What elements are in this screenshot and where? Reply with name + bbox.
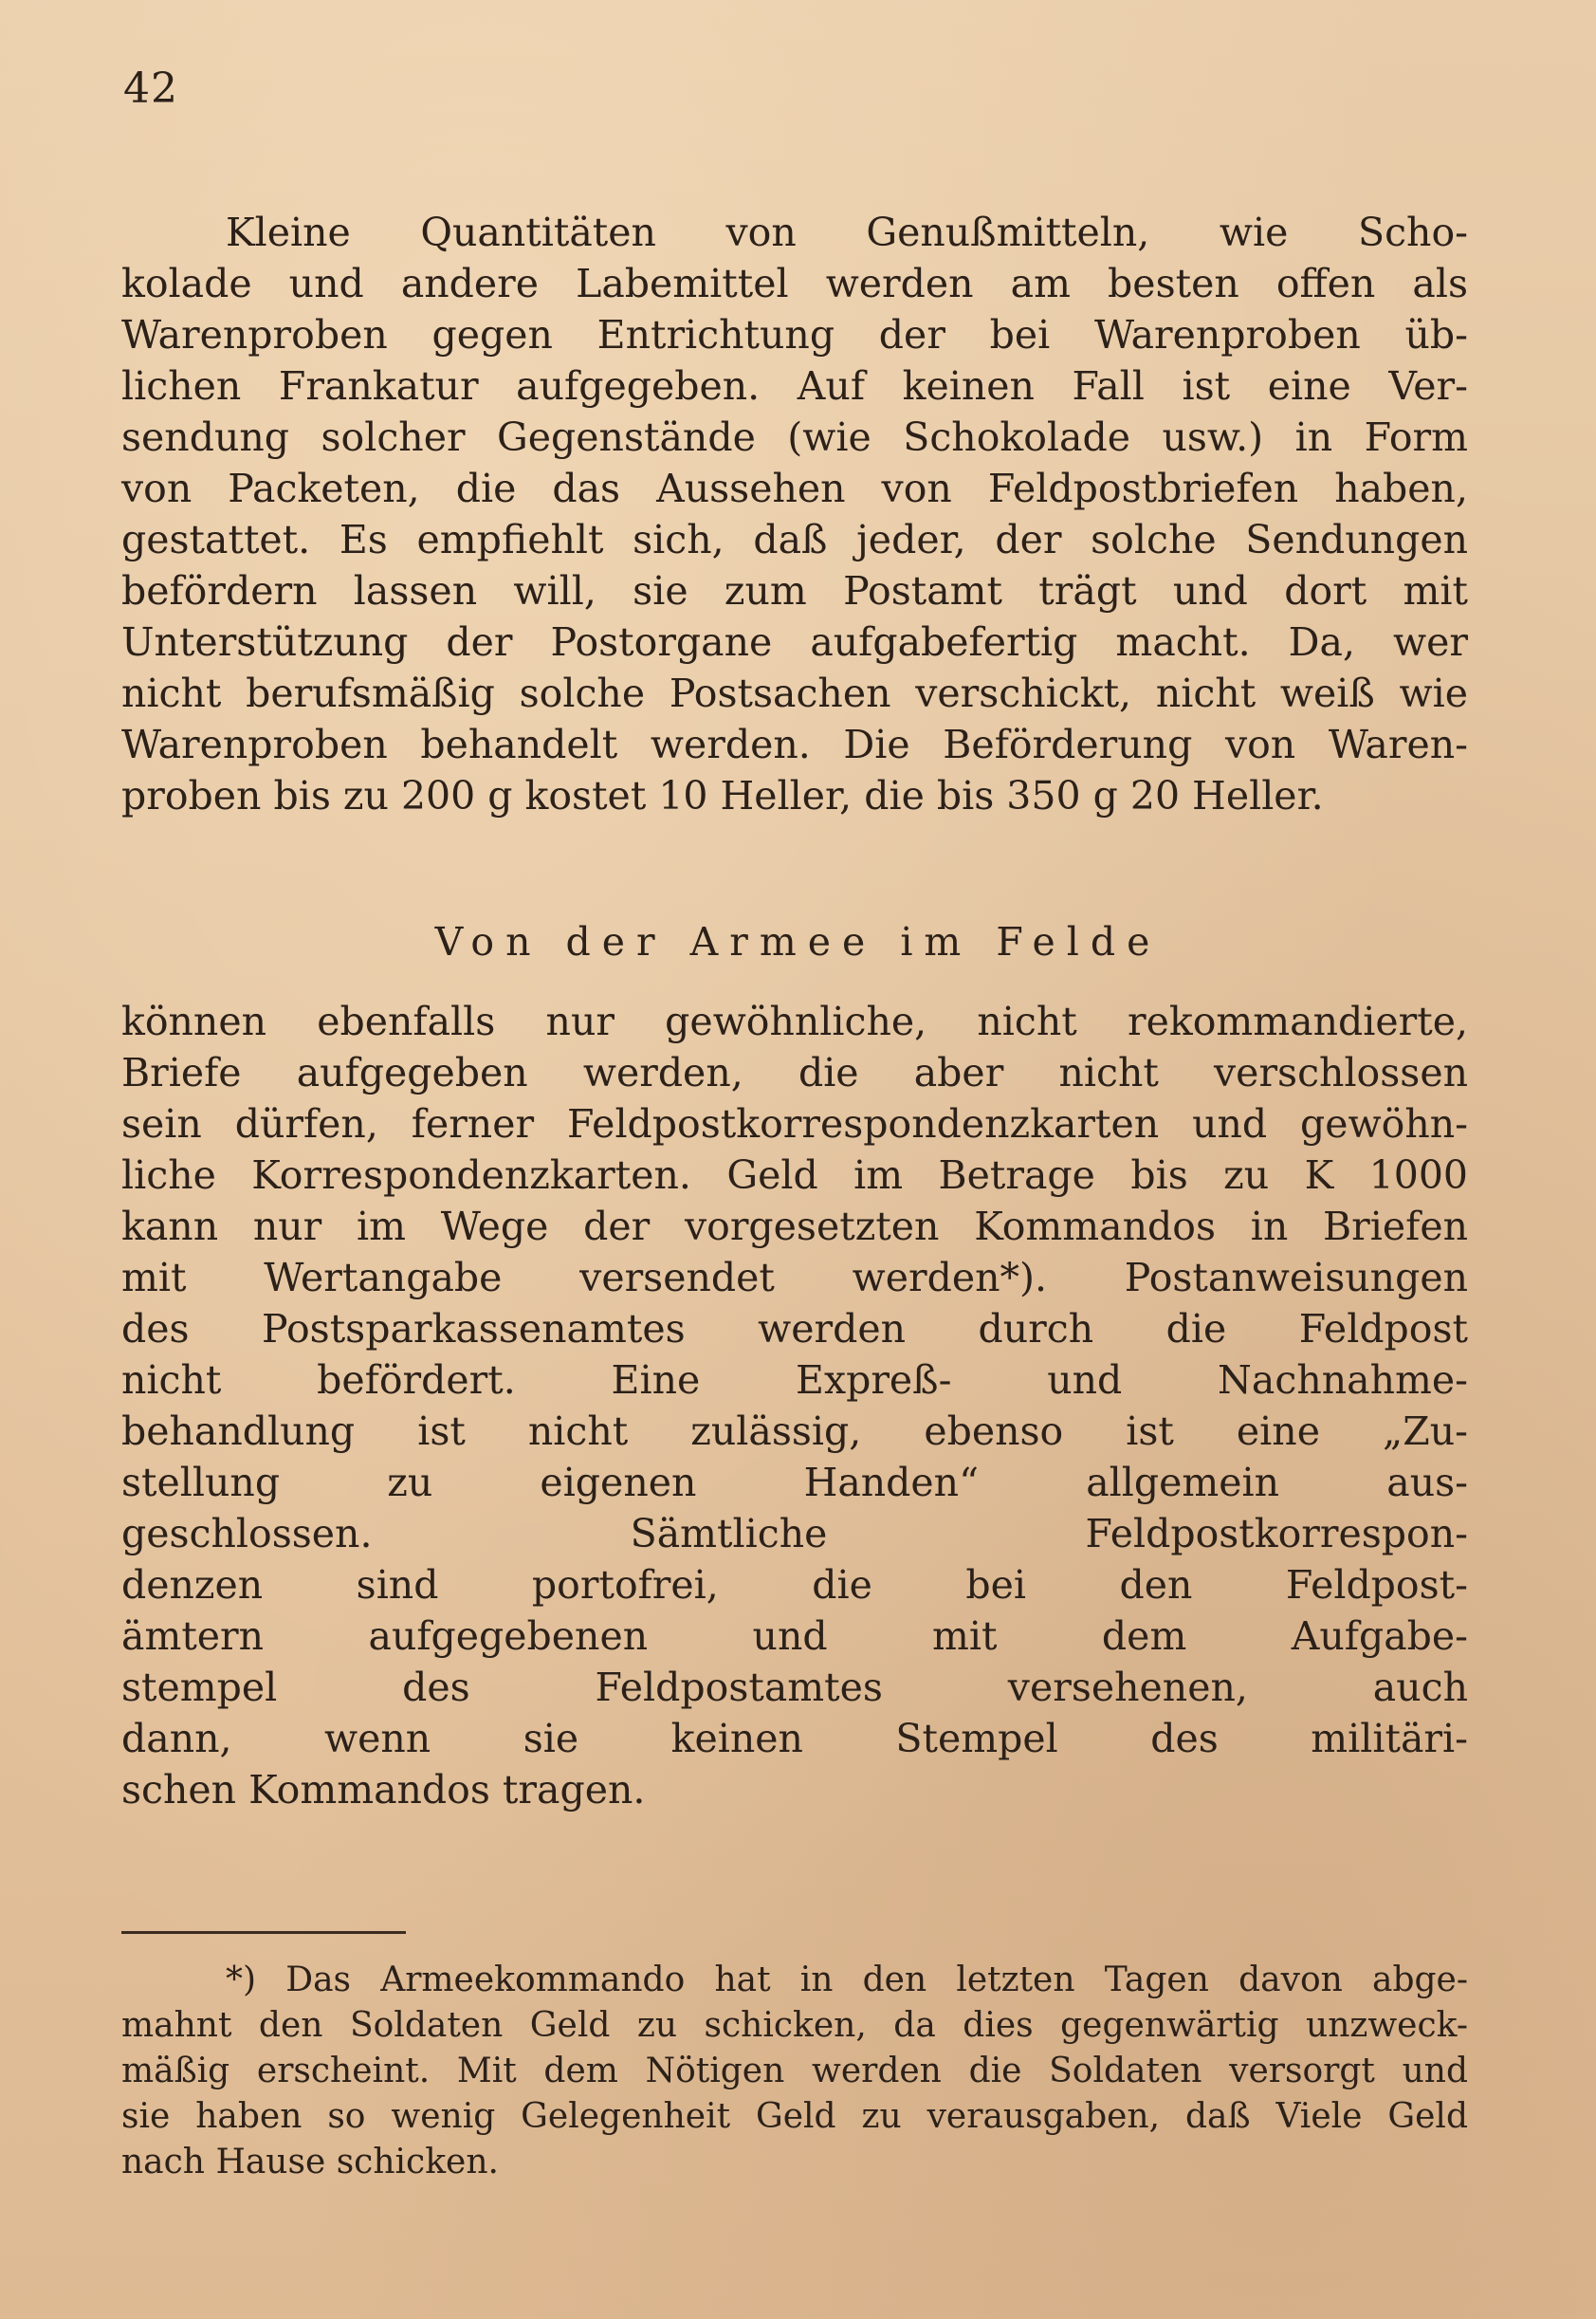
text-line: Warenproben gegen Entrichtung der bei Warenproben üb-	[121, 312, 1468, 358]
text-line: Unterstützung der Postorgane aufgabefertig macht. Da, wer	[121, 619, 1468, 665]
text-line: gestattet. Es empfiehlt sich, daß jeder, der solche Sendungen	[121, 517, 1468, 562]
paragraph-genussmittel	[121, 207, 1468, 821]
text-line: liche Korrespondenzkarten. Geld im Betrage bis zu K 1000	[121, 1152, 1468, 1198]
text-line: nicht berufsmäßig solche Postsachen verschickt, nicht weiß wie	[121, 671, 1468, 716]
text-line: Briefe aufgegeben werden, die aber nicht verschlossen	[121, 1050, 1468, 1095]
footnote-line: mahnt den Soldaten Geld zu schicken, da dies gegenwärtig unzweck-	[121, 2006, 1468, 2045]
page-number: 42	[123, 64, 178, 113]
text-line: von Packeten, die das Aussehen von Feldpostbriefen haben,	[121, 466, 1468, 511]
text-line: proben bis zu 200 g kostet 10 Heller, die bis 350 g 20 Heller.	[121, 773, 1324, 819]
footnote-line: mäßig erscheint. Mit dem Nötigen werden die Soldaten versorgt und	[121, 2052, 1468, 2090]
footnote-line: *) Das Armeekommando hat in den letzten Tagen davon abge-	[226, 1960, 1468, 1999]
text-line: behandlung ist nicht zulässig, ebenso ist eine „Zu-	[121, 1408, 1468, 1454]
text-line: stellung zu eigenen Handen“ allgemein aus-	[121, 1460, 1468, 1505]
text-line: befördern lassen will, sie zum Postamt trägt und dort mit	[121, 568, 1468, 614]
text-line: stempel des Feldpostamtes versehenen, auch	[121, 1665, 1468, 1710]
footnote-line: nach Hause schicken.	[121, 2143, 499, 2181]
text-line: denzen sind portofrei, die bei den Feldpost-	[121, 1562, 1468, 1608]
text-line: Kleine Quantitäten von Genußmitteln, wie Scho-	[226, 210, 1468, 255]
footnote	[121, 1958, 1468, 2185]
text-line: dann, wenn sie keinen Stempel des militäri-	[121, 1716, 1468, 1761]
text-line: nicht befördert. Eine Expreß- und Nachnahme-	[121, 1357, 1468, 1403]
text-line: kolade und andere Labemittel werden am besten offen als	[121, 261, 1468, 306]
text-line: des Postsparkassenamtes werden durch die Feldpost	[121, 1306, 1468, 1352]
text-line: kann nur im Wege der vorgesetzten Kommandos in Briefen	[121, 1204, 1468, 1249]
text-line: lichen Frankatur aufgegeben. Auf keinen Fall ist eine Ver-	[121, 363, 1468, 409]
text-line: Warenproben behandelt werden. Die Beförderung von Waren-	[121, 722, 1468, 767]
text-line: mit Wertangabe versendet werden*). Postanweisungen	[121, 1255, 1468, 1300]
text-line: können ebenfalls nur gewöhnliche, nicht rekommandierte,	[121, 999, 1468, 1044]
text-line: ämtern aufgegebenen und mit dem Aufgabe-	[121, 1613, 1468, 1659]
text-line: geschlossen. Sämtliche Feldpostkorrespon-	[121, 1511, 1468, 1556]
text-line: schen Kommandos tragen.	[121, 1767, 646, 1813]
paragraph-armee-im-felde	[121, 996, 1468, 1815]
text-line: sendung solcher Gegenstände (wie Schokolade usw.) in Form	[121, 414, 1468, 460]
section-heading: Von der Armee im Felde	[434, 919, 1162, 965]
text-line: sein dürfen, ferner Feldpostkorrespondenzkarten und gewöhn-	[121, 1101, 1468, 1147]
footnote-line: sie haben so wenig Gelegenheit Geld zu verausgaben, daß Viele Geld	[121, 2097, 1468, 2136]
footnote-divider	[121, 1931, 406, 1934]
